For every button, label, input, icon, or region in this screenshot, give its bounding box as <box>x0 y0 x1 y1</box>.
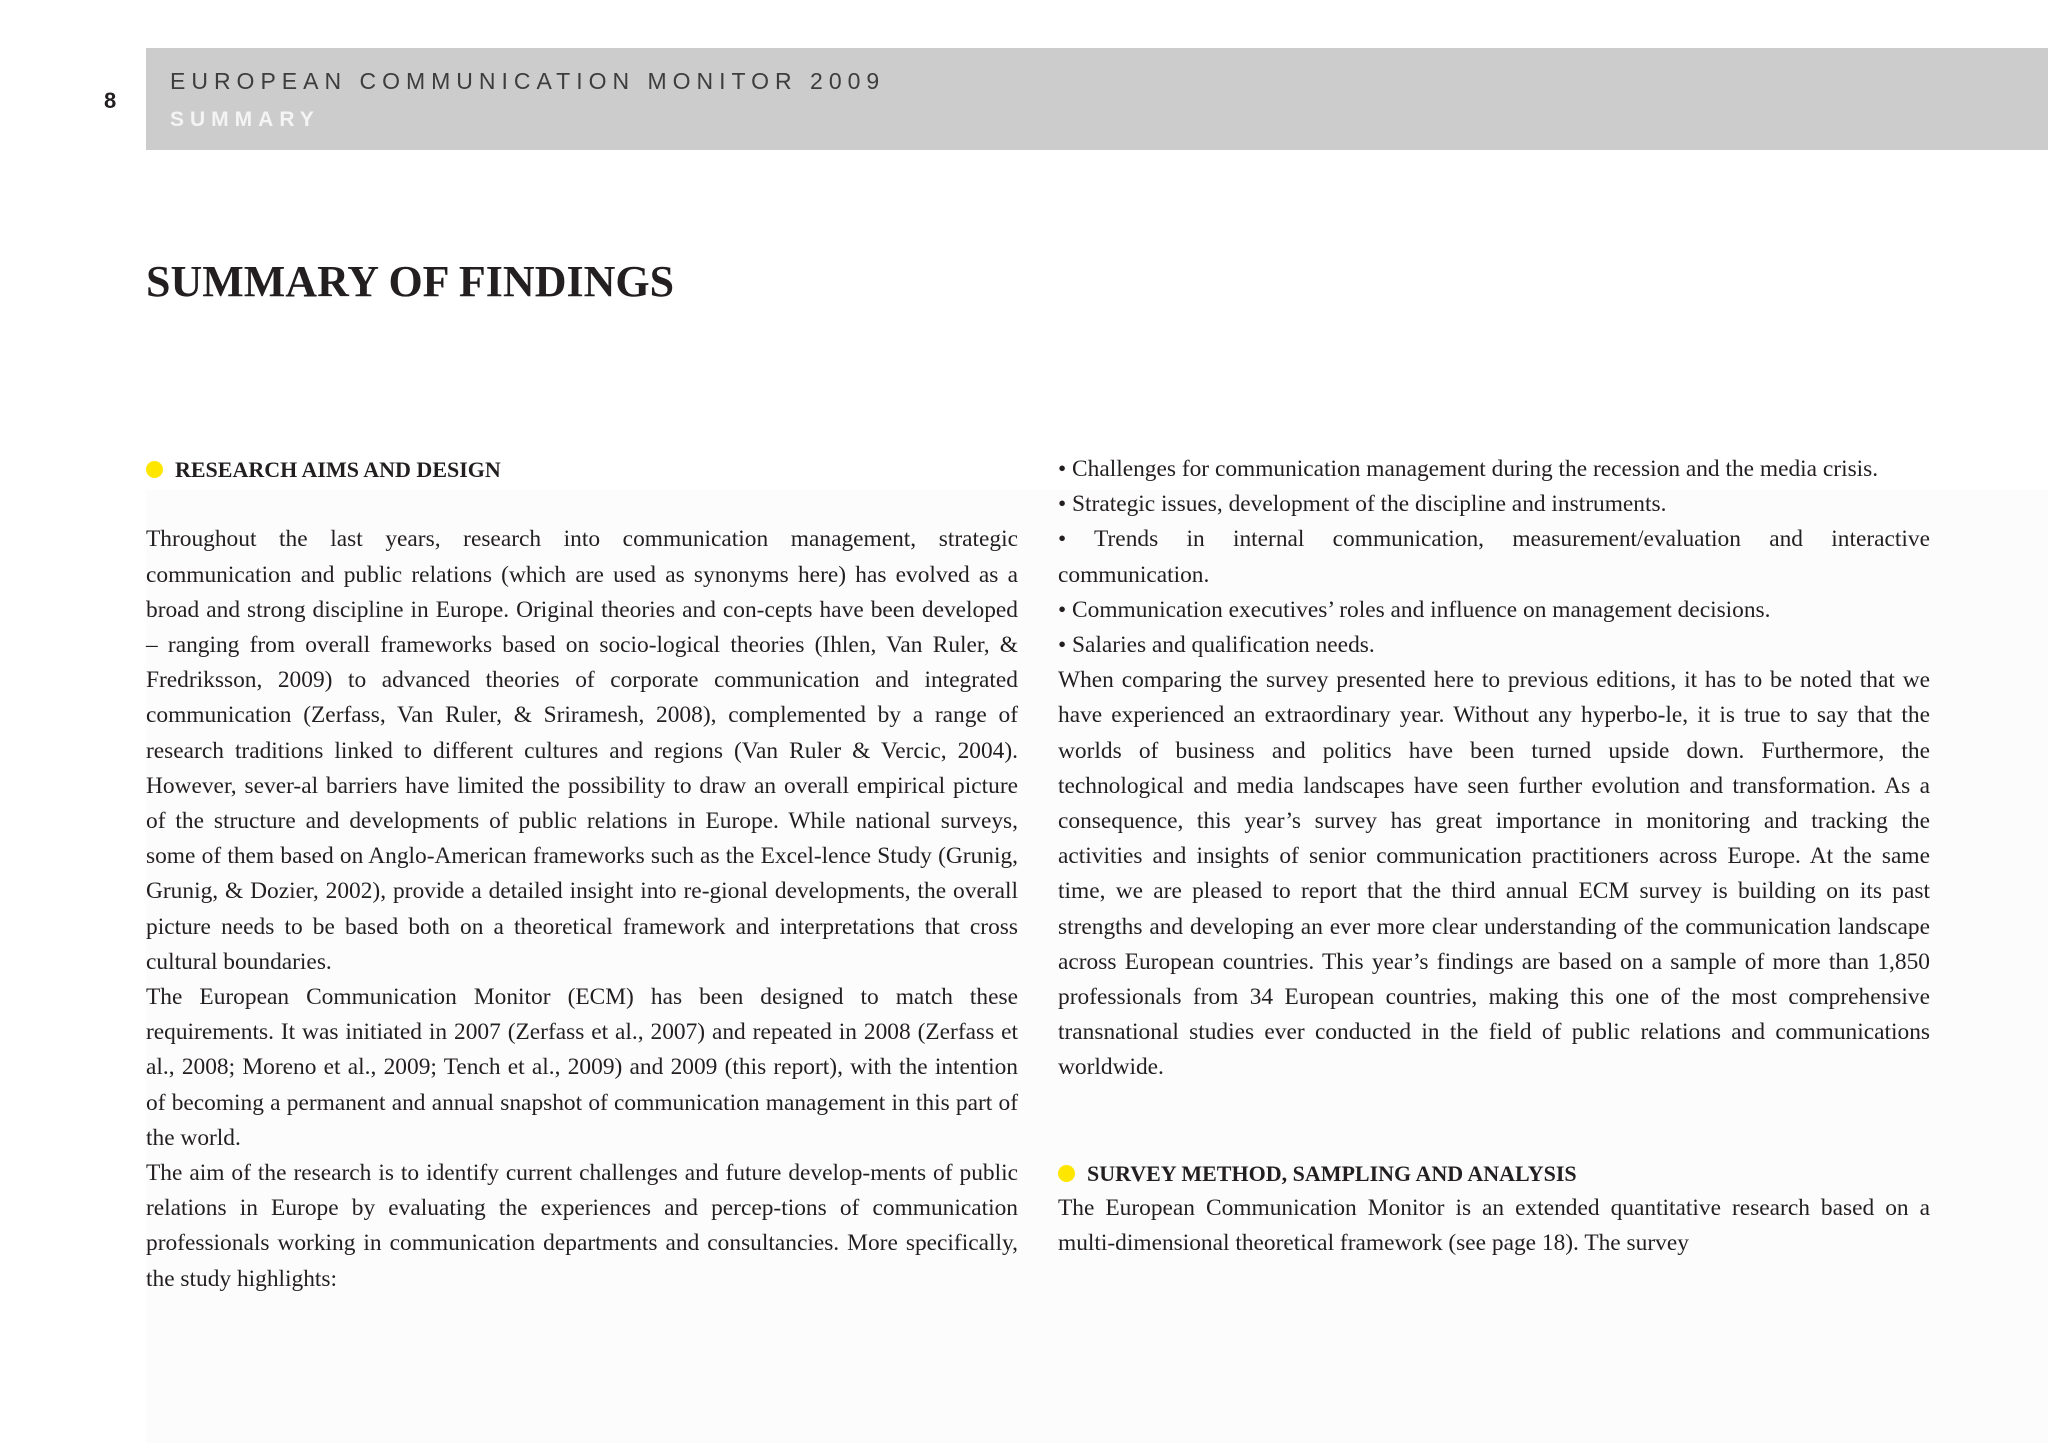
section-heading-research-aims <box>146 452 1018 487</box>
spacer <box>146 487 1018 522</box>
paragraph-survey-context: When comparing the survey presented here to previous editions, it has to be noted that we have experienced an extraordinary year. Without any hyperbo-le, it is true to say that the worlds of business and politics have been turned upside down. Furthermore, the technological and media landscapes have seen further evolution and transformation. As a consequence, this year’s survey has great importance in monitoring and tracking the activities and insights of senior communication practitioners across Europe. At the same time, we are pleased to report that the third annual ECM survey is building on its past strengths and developing an ever more clear understanding of the communication landscape across European countries. This year’s findings are based on a sample of more than 1,850 professionals from 34 European countries, making this one of the most comprehensive transnational studies ever conducted in the field of public relations and communications worldwide. <box>1058 667 1930 1081</box>
running-header-section: SUMMARY <box>170 108 320 131</box>
section-heading-survey-method <box>1058 1156 1930 1191</box>
bullet-item: • Communication executives’ roles and influence on management decisions. <box>1058 596 1771 623</box>
yellow-bullet-icon <box>146 461 163 478</box>
paragraph-ecm-design: The European Communication Monitor (ECM) has been designed to match these requirements. It was initiated in 2007 (Zerfass et al., 2007) and repeated in 2008 (Zerfass et al., 2008; Moreno et al., 2009; Tench et al., 2009) and 2009 (this report), with the intention of becoming a permanent and annual snapshot of communication management in this part of the world. <box>146 984 1018 1151</box>
page-title: SUMMARY OF FINDINGS <box>146 257 675 306</box>
yellow-bullet-icon <box>1058 1165 1075 1182</box>
section-heading-label: RESEARCH AIMS AND DESIGN <box>175 457 501 482</box>
paragraph-survey-method: The European Communication Monitor is an extended quantitative research based on a multi-dimensional theoretical framework (see page 18). The survey <box>1058 1195 1930 1257</box>
page-number: 8 <box>104 88 117 113</box>
header-band <box>146 48 2048 150</box>
right-column <box>1058 452 1930 1262</box>
section-heading-label: SURVEY METHOD, SAMPLING AND ANALYSIS <box>1087 1161 1577 1187</box>
left-column <box>146 452 1018 1297</box>
paragraph-research-aim: The aim of the research is to identify current challenges and future develop-ments of public relations in Europe by evaluating the experiences and percep-tions of communication professionals working in communication departments and consultancies. More specifically, the study highlights: <box>146 1160 1018 1292</box>
spacer <box>1058 1086 1930 1156</box>
bullet-item: • Salaries and qualification needs. <box>1058 632 1375 659</box>
bullet-item: • Trends in internal communication, measurement/evaluation and interactive communication. <box>1058 526 1930 588</box>
running-header-title: EUROPEAN COMMUNICATION MONITOR 2009 <box>170 68 886 94</box>
paragraph-research-background: Throughout the last years, research into communication management, strategic communication and public relations (which are used as synonyms here) has evolved as a broad and strong discipline in Europe. Original theories and con-cepts have been developed – ranging from overall frameworks based on socio-logical theories (Ihlen, Van Ruler, & Fredriksson, 2009) to advanced theories of corporate communication and integrated communication (Zerfass, Van Ruler, & Sriramesh, 2008), complemented by a range of research traditions linked to different cultures and regions (Van Ruler & Vercic, 2004). However, sever-al barriers have limited the possibility to draw an overall empirical picture of the structure and developments of public relations in Europe. While national surveys, some of them based on Anglo-American frameworks such as the Excel-lence Study (Grunig, Grunig, & Dozier, 2002), provide a detailed insight into re-gional developments, the overall picture needs to be based both on a theoretical framework and interpretations that cross cultural boundaries. <box>146 526 1018 975</box>
bullet-item: • Challenges for communication management during the recession and the media crisis. <box>1058 456 1879 482</box>
bullet-item: • Strategic issues, development of the discipline and instruments. <box>1058 491 1667 518</box>
